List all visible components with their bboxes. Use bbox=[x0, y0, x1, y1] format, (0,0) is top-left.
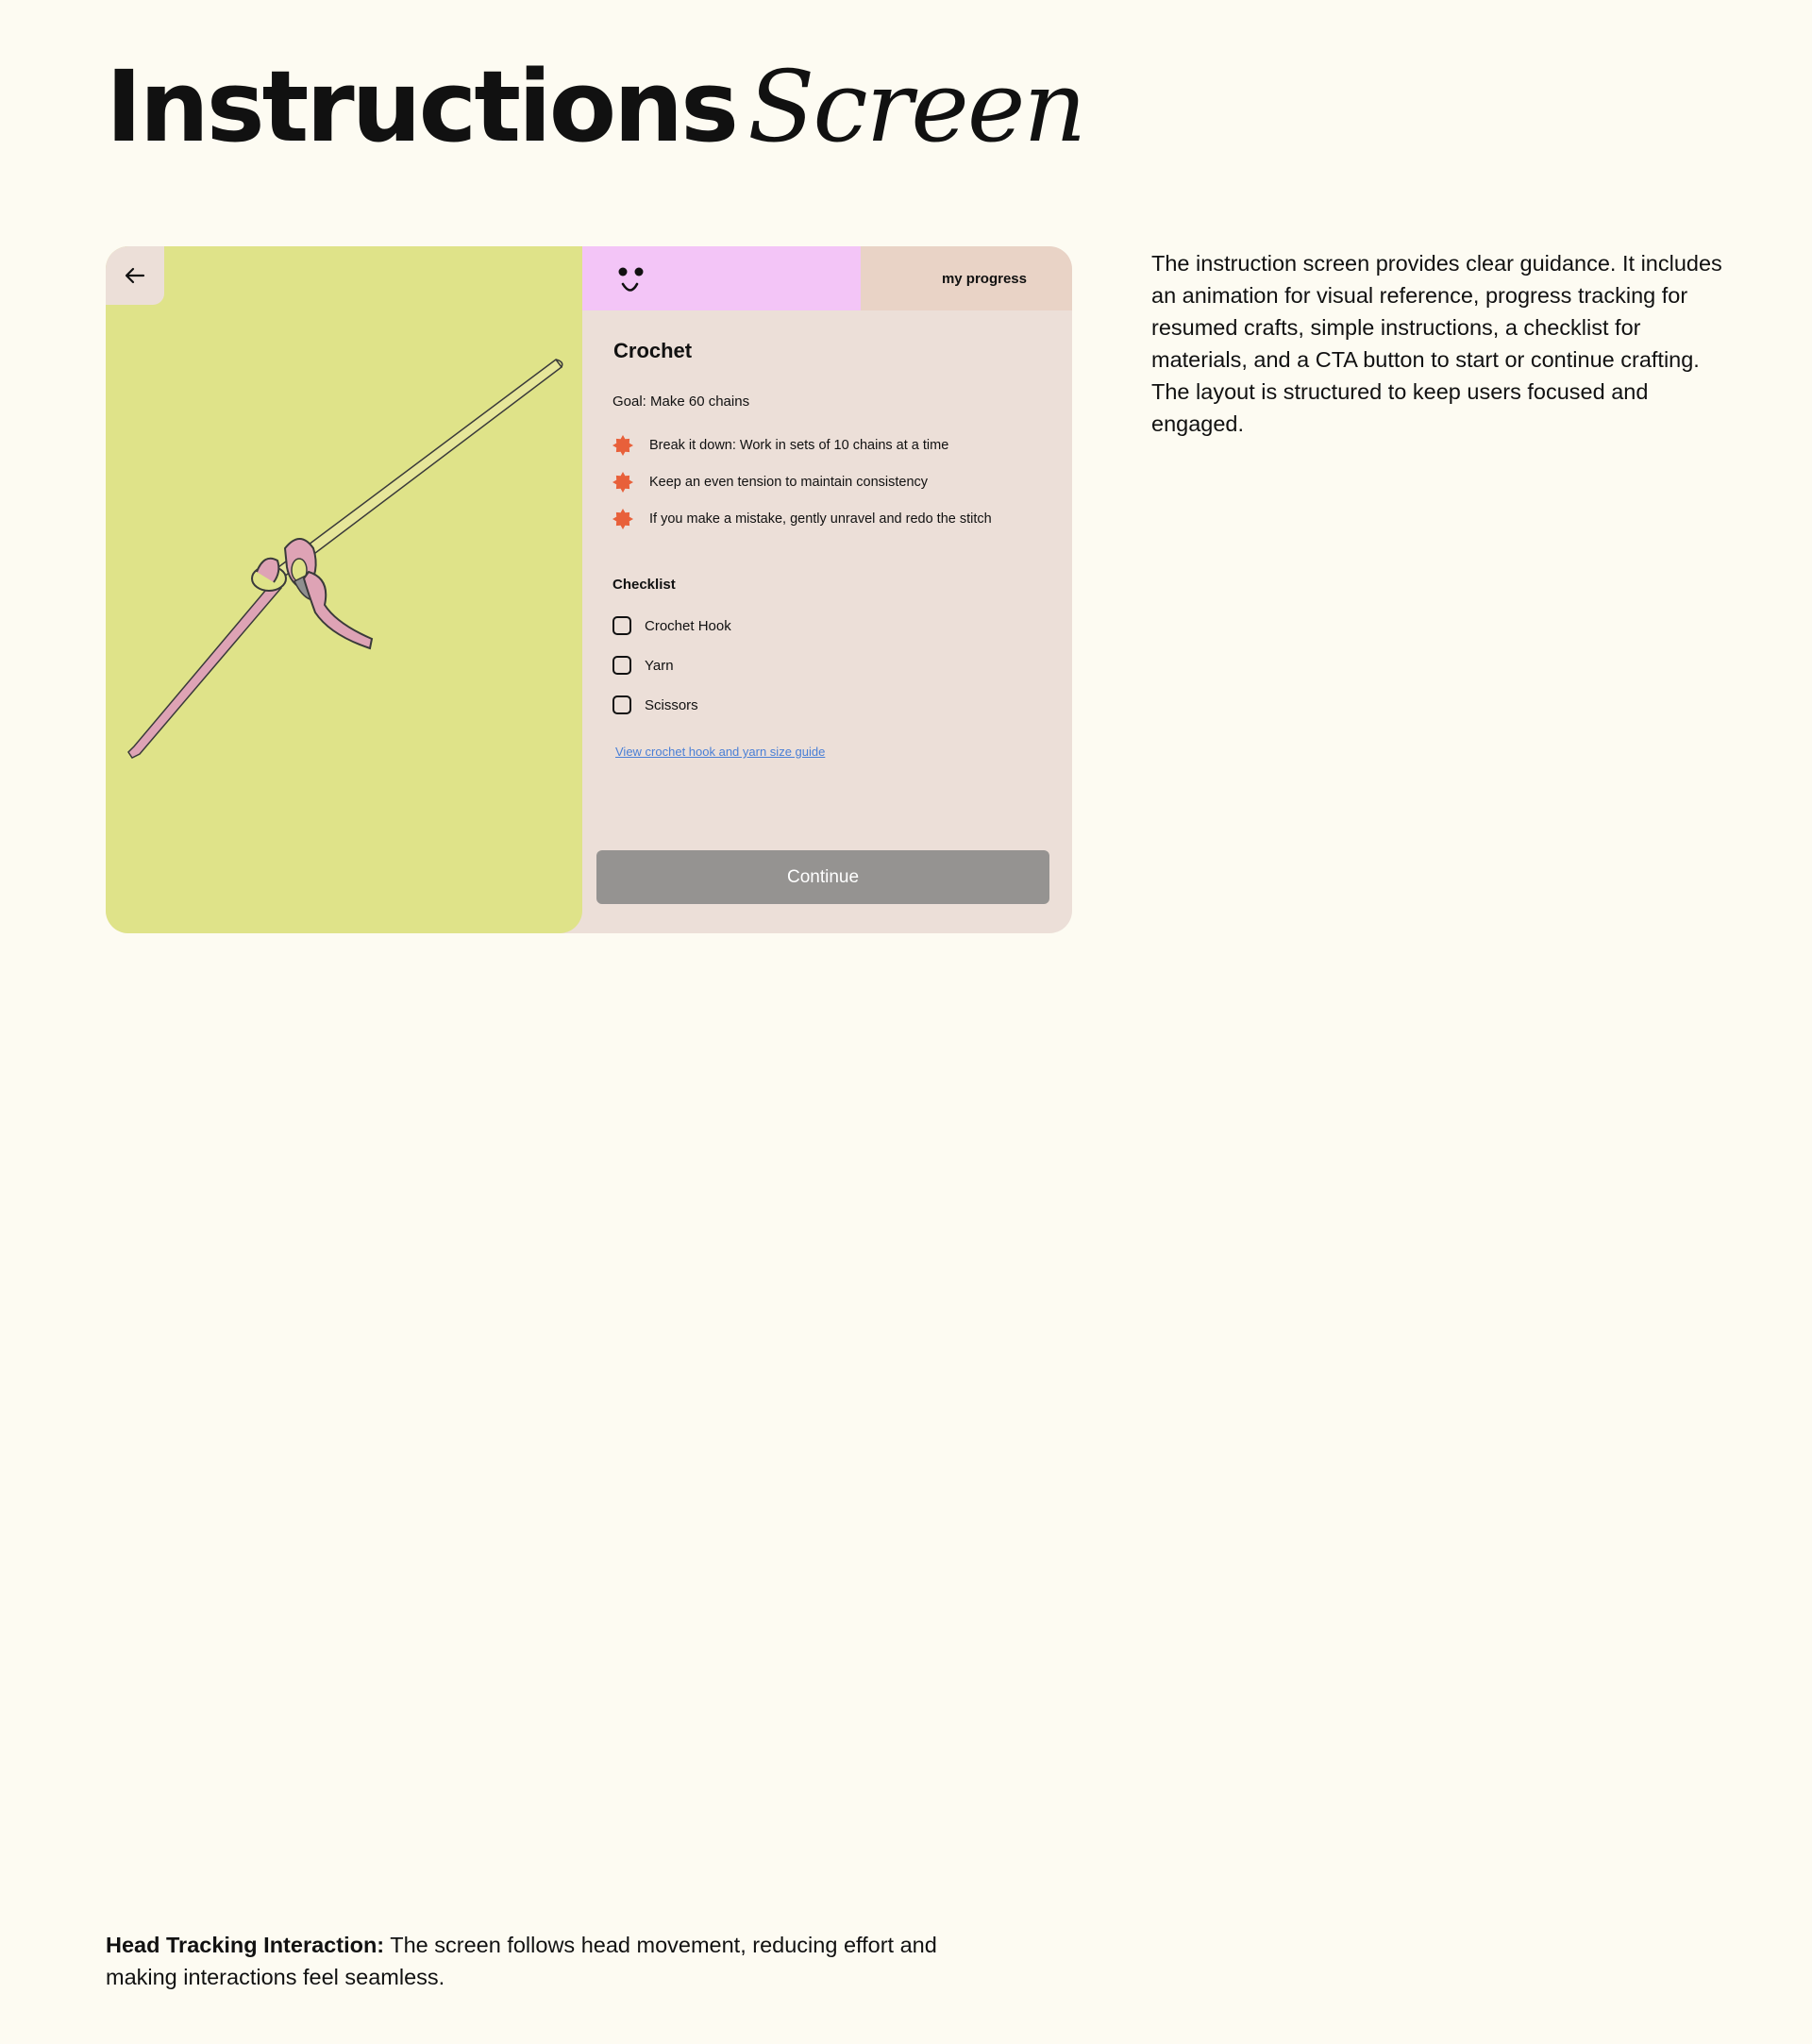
my-progress-label: my progress bbox=[941, 270, 1027, 287]
page-title bbox=[106, 49, 1085, 164]
checklist-item-crochet-hook[interactable] bbox=[612, 616, 731, 635]
orange-star-badge-icon bbox=[612, 509, 633, 529]
tip-text: Keep an even tension to maintain consistency bbox=[649, 475, 929, 490]
mascot-tab bbox=[582, 246, 861, 310]
size-guide-link[interactable]: View crochet hook and yarn size guide bbox=[615, 745, 826, 759]
my-progress-tab[interactable] bbox=[861, 246, 1072, 310]
orange-star-badge-icon bbox=[612, 472, 633, 493]
instructions-screen-mockup bbox=[106, 246, 1072, 933]
tip-item bbox=[612, 509, 992, 529]
checklist-item-label: Yarn bbox=[645, 657, 674, 674]
checklist-item-scissors[interactable] bbox=[612, 695, 698, 714]
tip-item bbox=[612, 435, 948, 456]
continue-button[interactable]: Continue bbox=[596, 850, 1049, 904]
head-tracking-text: The screen follows head movement, reducing effort and making interactions feel seamless. bbox=[106, 1933, 937, 1989]
crochet-animation-panel bbox=[106, 246, 582, 933]
head-tracking-note bbox=[106, 1929, 955, 1993]
screen-description: The instruction screen provides clear guidance. It includes an animation for visual reference, progress tracking for resumed crafts, simple instructions, a checklist for materials, and a CTA button to start or continue crafting. The layout is structured to keep users focused and engaged. bbox=[1151, 251, 1722, 436]
craft-title: Crochet bbox=[613, 339, 693, 362]
checklist-item-label: Crochet Hook bbox=[645, 617, 731, 634]
arrow-left-icon bbox=[125, 267, 145, 284]
tip-text: If you make a mistake, gently unravel and redo the stitch bbox=[649, 511, 992, 527]
checkbox[interactable] bbox=[612, 695, 631, 714]
tip-item bbox=[612, 472, 928, 493]
checklist-item-label: Scissors bbox=[645, 696, 698, 713]
checklist-item-yarn[interactable] bbox=[612, 656, 674, 675]
head-tracking-label: Head Tracking Interaction: bbox=[106, 1933, 385, 1957]
back-button[interactable] bbox=[106, 246, 164, 305]
orange-star-badge-icon bbox=[612, 435, 633, 456]
tip-text: Break it down: Work in sets of 10 chains at a time bbox=[649, 438, 949, 453]
smiley-face-icon bbox=[611, 246, 667, 310]
goal-text: Goal: Make 60 chains bbox=[612, 394, 750, 410]
page-title-bold: Instructions bbox=[106, 49, 737, 164]
crochet-hook-illustration bbox=[106, 246, 582, 933]
checkbox[interactable] bbox=[612, 616, 631, 635]
checklist-heading: Checklist bbox=[612, 577, 676, 593]
page-title-italic: Screen bbox=[747, 49, 1085, 164]
checkbox[interactable] bbox=[612, 656, 631, 675]
